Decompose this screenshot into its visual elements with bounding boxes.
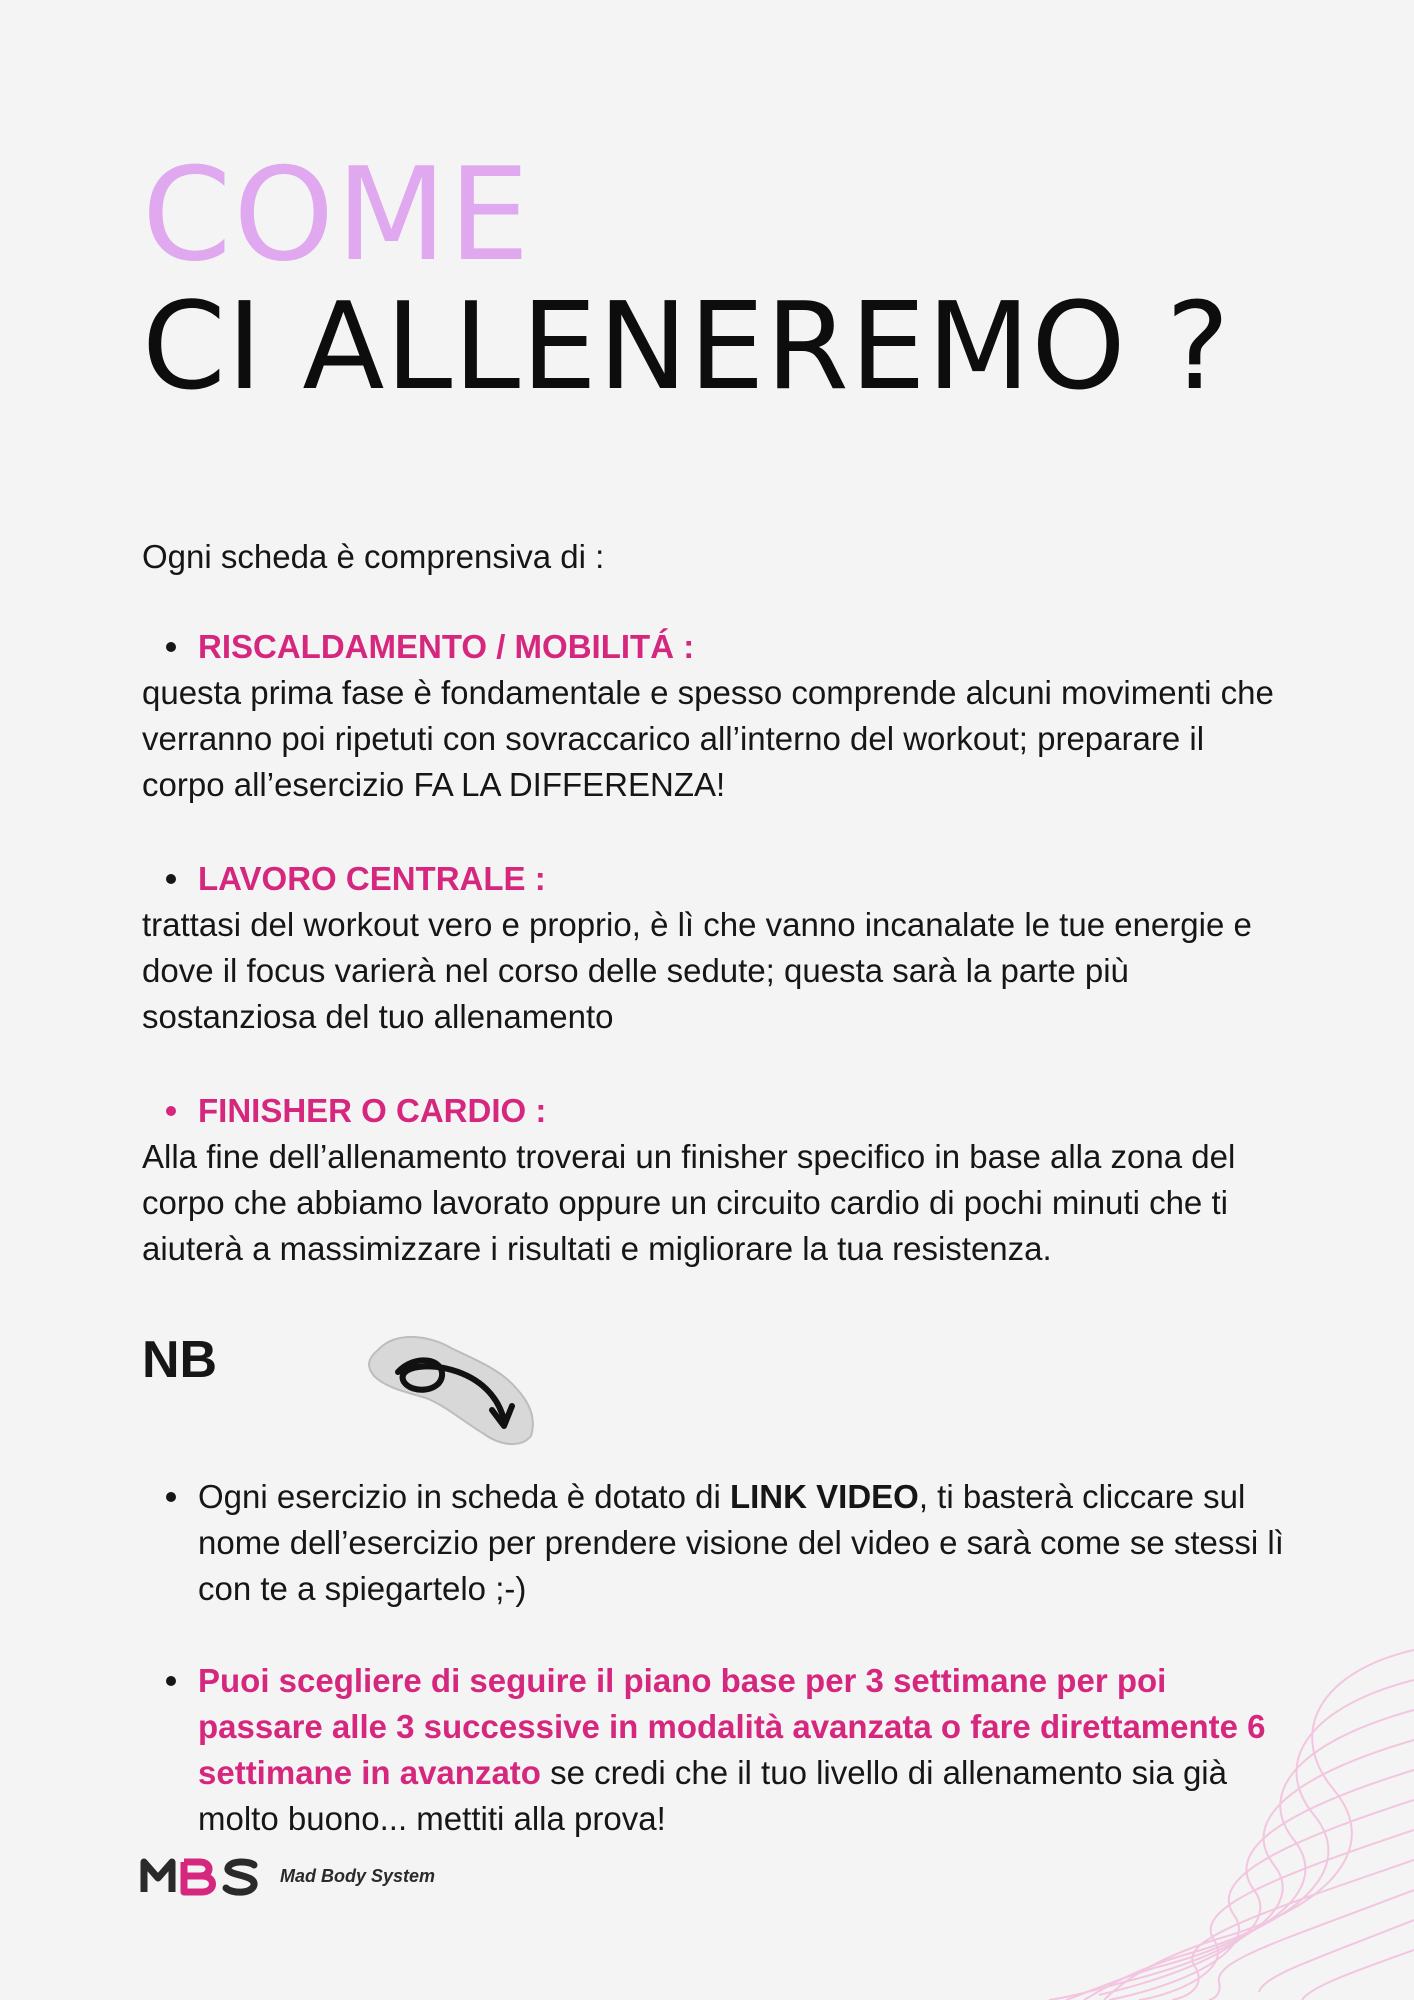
note-highlight: Puoi scegliere di seguire il piano base per 3 settimane per poi passare alle 3 successive in modalità avanzata o fare direttamente 6 settimane in avanzato (198, 1662, 1266, 1791)
section-body: questa prima fase è fondamentale e spesso comprende alcuni movimenti che verranno poi ripetuti con sovraccarico all’interno del workout; preparare il corpo all’esercizio FA LA DIFFERENZA! (142, 674, 1274, 803)
nb-label: NB (142, 1331, 218, 1389)
section-heading (142, 856, 1292, 902)
nb-header (142, 1318, 1292, 1438)
bullet-icon (166, 1106, 176, 1116)
section-title: LAVORO CENTRALE : (198, 860, 546, 897)
note-text-part: se credi che il tuo livello di allenamento sia già molto buono... mettiti alla prova! (198, 1754, 1227, 1837)
bullet-icon (166, 1676, 176, 1686)
section-title: RISCALDAMENTO / MOBILITÁ : (198, 628, 695, 665)
title-line-1: COME (142, 141, 532, 290)
note-text-part: , ti basterà cliccare sul nome dell’esercizio per prendere visione del video e sarà come se stessi lì con te a spiegartelo ;-) (198, 1478, 1284, 1607)
section-warmup (142, 624, 1292, 808)
curly-arrow-icon (246, 1308, 566, 1458)
section-title: FINISHER O CARDIO : (198, 1092, 547, 1129)
notes-list (142, 1474, 1292, 1842)
note-text-part: Ogni esercizio in scheda è dotato di (198, 1478, 730, 1515)
brand-name: Mad Body System (280, 1865, 436, 1886)
section-body: trattasi del workout vero e proprio, è lì che vanno incanalate le tue energie e dove il focus varierà nel corso delle sedute; questa sarà la parte più sostanziosa del tuo allenamento (142, 906, 1252, 1035)
bullet-icon (166, 1492, 176, 1502)
mbs-logo (140, 1852, 262, 1900)
section-body: Alla fine dell’allenamento troverai un finisher specifico in base alla zona del corpo che abbiamo lavorato oppure un circuito cardio di pochi minuti che ti aiuterà a massimizzare i risultati e migliorare la tua resistenza. (142, 1138, 1236, 1267)
note-item (142, 1658, 1292, 1842)
footer (140, 1852, 435, 1900)
section-main-work (142, 856, 1292, 1040)
note-item (142, 1474, 1292, 1612)
bullet-icon (166, 874, 176, 884)
note-text (198, 1658, 1288, 1842)
page-title (142, 141, 1231, 417)
note-text (198, 1474, 1288, 1612)
title-line-2: CI ALLENEREMO ? (142, 278, 1231, 417)
section-finisher (142, 1088, 1292, 1272)
intro-text: Ogni scheda è comprensiva di : (142, 538, 605, 575)
section-heading (142, 1088, 1292, 1134)
link-video-label: LINK VIDEO (729, 1478, 919, 1515)
section-heading (142, 624, 1292, 670)
bullet-icon (166, 642, 176, 652)
content (142, 534, 1292, 1888)
